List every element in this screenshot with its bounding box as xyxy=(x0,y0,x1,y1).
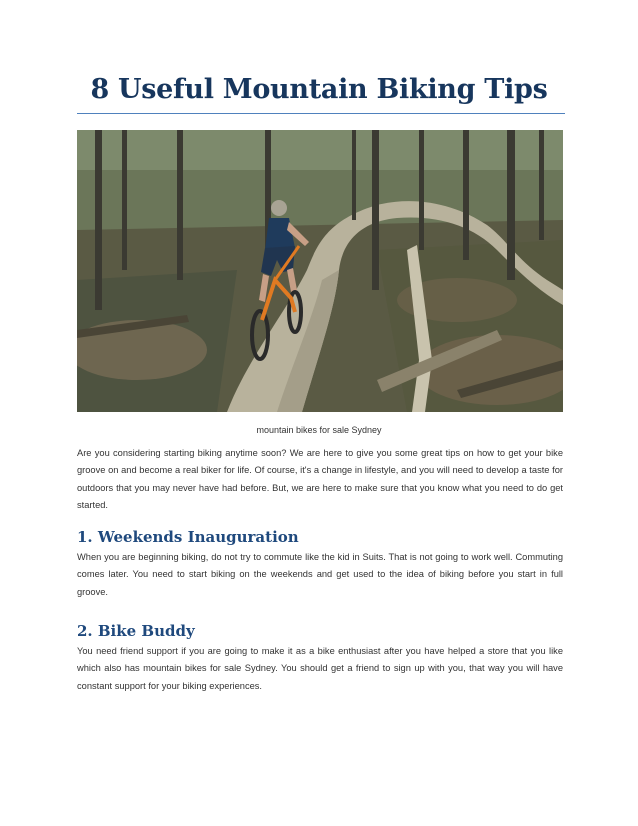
document-title: 8 Useful Mountain Biking Tips xyxy=(90,74,548,105)
section-body: When you are beginning biking, do not try to commute like the kid in Suits. That is not going to work well. Commuting comes later. You need to start biking on the weekends and get used to the idea of biking before you start in full groove. xyxy=(77,552,563,597)
section-heading: 2. Bike Buddy xyxy=(77,622,195,640)
mountain-biking-photo xyxy=(77,130,563,412)
image-caption: mountain bikes for sale Sydney xyxy=(256,425,382,435)
section-body: You need friend support if you are going to make it as a bike enthusiast after you have helped a store that you like which also has mountain bikes for sale Sydney. You should get a friend to sign up with you, that way you will have constant support for your biking experiences. xyxy=(77,646,563,691)
intro-paragraph: Are you considering starting biking anytime soon? We are here to give you some great tips on how to get your bike groove on and become a real biker for life. Of course, it's a change in lifestyle, and you will need to develop a taste for outdoors that you may never have had before. But, we are here to make sure that you know what you need to do get started. xyxy=(77,448,563,510)
title-underline xyxy=(77,113,565,114)
section-heading: 1. Weekends Inauguration xyxy=(77,528,299,546)
